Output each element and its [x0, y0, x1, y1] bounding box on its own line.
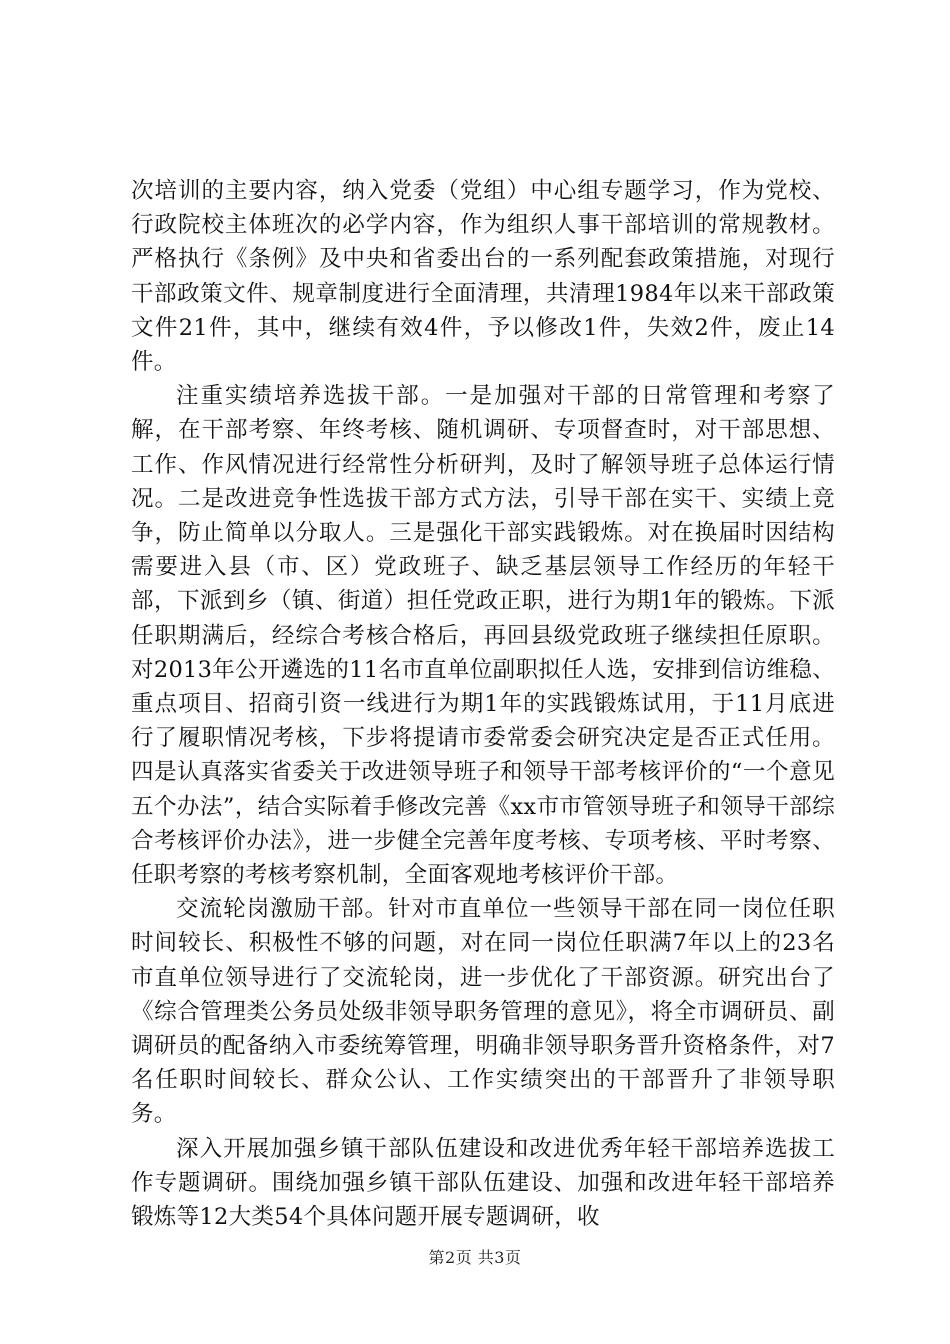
- paragraph-township-research: 深入开展加强乡镇干部队伍建设和改进优秀年轻干部培养选拔工作专题调研。围绕加强乡镇干部队伍建设、加强和改进年轻干部培养锻炼等12大类54个具体问题开展专题调研，收: [131, 1135, 835, 1231]
- paragraph-continuation: 次培训的主要内容，纳入党委（党组）中心组专题学习，作为党校、行政院校主体班次的必学内容，作为组织人事干部培训的常规教材。严格执行《条例》及中央和省委出台的一系列配套政策措施，对现行干部政策文件、规章制度进行全面清理，共清理1984年以来干部政策文件21件，其中，继续有效4件，予以修改1件，失效2件，废止14件。: [131, 178, 835, 376]
- paragraph-cadre-selection: 注重实绩培养选拔干部。一是加强对干部的日常管理和考察了解，在干部考察、年终考核、随机调研、专项督查时，对干部思想、工作、作风情况进行经常性分析研判，及时了解领导班子总体运行情况。二是改进竞争性选拔干部方式方法，引导干部在实干、实绩上竞争，防止简单以分取人。三是强化干部实践锻炼。对在换届时因结构需要进入县（市、区）党政班子、缺乏基层领导工作经历的年轻干部，下派到乡（镇、街道）担任党政正职，进行为期1年的锻炼。下派任职期满后，经综合考核合格后，再回县级党政班子继续担任原职。对2013年公开遴选的11名市直单位副职拟任人选，安排到信访维稳、重点项目、招商引资一线进行为期1年的实践锻炼试用，于11月底进行了履职情况考核，下步将提请市委常委会研究决定是否正式任用。四是认真落实省委关于改进领导班子和领导干部考核评价的“一个意见五个办法”，结合实际着手修改完善《xx市市管领导班子和领导干部综合考核评价办法》，进一步健全完善年度考核、专项考核、平时考察、任职考察的考核考察机制，全面客观地考核评价干部。: [131, 383, 835, 889]
- page-footer: 第2页 共3页: [428, 1248, 522, 1267]
- paragraph-job-rotation: 交流轮岗激励干部。针对市直单位一些领导干部在同一岗位任职时间较长、积极性不够的问题，对在同一岗位任职满7年以上的23名市直单位领导进行了交流轮岗，进一步优化了干部资源。研究出台了《综合管理类公务员处级非领导职务管理的意见》，将全市调研员、副调研员的配备纳入市委统筹管理，明确非领导职务晋升资格条件，对7名任职时间较长、群众公认、工作实绩突出的干部晋升了非领导职务。: [131, 896, 835, 1128]
- document-body: [131, 174, 835, 1234]
